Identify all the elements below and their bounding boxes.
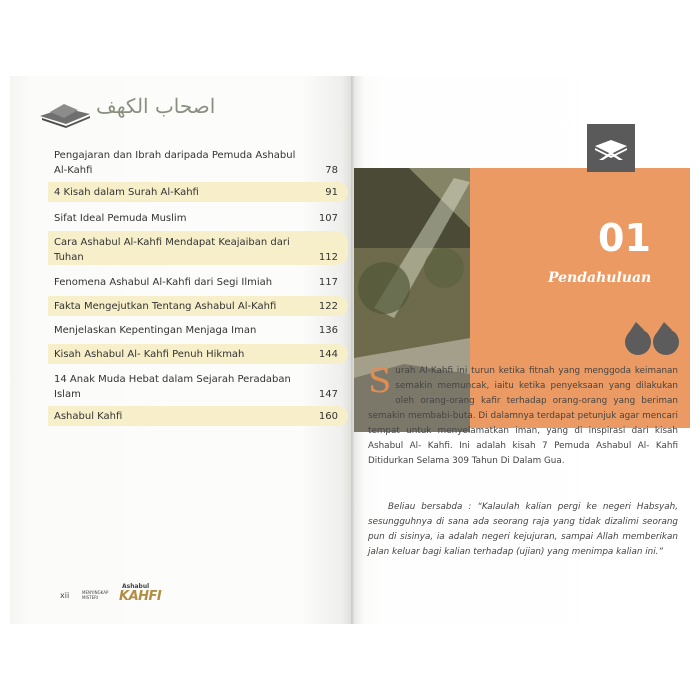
toc-page: 160 — [318, 410, 338, 422]
paragraph-2: Beliau bersabda : “Kalaulah kalian pergi ke negeri Habsyah, sesungguhnya di sana ada seorang raja yang tidak dizalimi seorang pun di sisinya, ia adalah negeri kejujuran, sampai Allah memberikan jalan keluar bagi kalian terhadap (ujian) yang menimpa kalian ini.” — [368, 502, 678, 557]
quote-icon — [622, 320, 684, 360]
toc-row — [48, 368, 348, 402]
toc-page: 112 — [318, 252, 338, 263]
toc-row — [48, 320, 348, 340]
brand-big-word: KAHFI — [119, 589, 162, 604]
toc-row — [48, 148, 348, 178]
toc-title: 14 Anak Muda Hebat dalam Sejarah Peradaban Islam — [54, 374, 291, 400]
toc-row — [48, 344, 348, 364]
toc-page: 78 — [325, 165, 338, 176]
book-icon — [34, 98, 96, 128]
brand-logo — [82, 581, 162, 607]
toc-row — [48, 272, 348, 292]
toc-row — [48, 296, 348, 316]
toc-title: Kisah Ashabul Al- Kahfi Penuh Hikmah — [54, 348, 245, 360]
toc-row — [48, 182, 348, 202]
chapter-title: Pendahuluan — [548, 270, 652, 286]
toc-page: 91 — [325, 186, 338, 198]
toc-page: 147 — [318, 389, 338, 400]
drop-cap: S — [368, 361, 392, 401]
brand-small-word: Ashabul — [122, 583, 150, 590]
toc-title: Cara Ashabul Al-Kahfi Mendapat Keajaiban dari Tuhan — [54, 237, 290, 263]
toc-page: 107 — [318, 212, 338, 224]
chapter-number: 01 — [598, 216, 651, 260]
toc-title: 4 Kisah dalam Surah Al-Kahfi — [54, 186, 199, 198]
brand-line1: MENYINGKAP — [82, 590, 109, 595]
toc-title: Fenomena Ashabul Al-Kahfi dari Segi Ilmiah — [54, 276, 273, 288]
toc-page: 144 — [318, 348, 338, 360]
brand-line2: MISTERI — [82, 595, 99, 600]
page-number: xii — [60, 591, 70, 600]
toc-page: 136 — [318, 324, 338, 336]
quran-icon — [587, 124, 635, 172]
toc-page: 122 — [318, 300, 338, 312]
left-page — [10, 76, 353, 624]
quote-paragraph — [368, 500, 678, 560]
toc-title: Fakta Mengejutkan Tentang Ashabul Al-Kahfi — [54, 300, 277, 312]
toc-row — [48, 208, 348, 228]
toc-title: Pengajaran dan Ibrah daripada Pemuda Ashabul Al-Kahfi — [54, 150, 296, 176]
toc-row — [48, 406, 348, 426]
right-page — [354, 76, 690, 624]
toc-title: Menjelaskan Kepentingan Menjaga Iman — [54, 324, 257, 336]
toc-title: Ashabul Kahfi — [54, 410, 123, 422]
intro-paragraph — [368, 361, 678, 469]
toc-title: Sifat Ideal Pemuda Muslim — [54, 212, 187, 224]
toc-row — [48, 231, 348, 265]
arabic-title: اصحاب الكهف — [96, 94, 216, 118]
toc-page: 117 — [318, 276, 338, 288]
paragraph-1: urah Al-Kahfi ini turun ketika fitnah yang menggoda keimanan semakin memuncak, iaitu ketika penyeksaan yang dilakukan oleh orang-orang kafir terhadap orang-orang yang beriman semakin membabi-buta. Di dalamnya terdapat petunjuk agar mencari tempat untuk menyelamatkan iman, yang di inspirasi dari kisah Ashabul Al- Kahfi. Ini adalah kisah 7 Pemuda Ashabul Al- Kahfi Ditidurkan Selama 309 Tahun Di Dalam Gua. — [368, 366, 678, 466]
